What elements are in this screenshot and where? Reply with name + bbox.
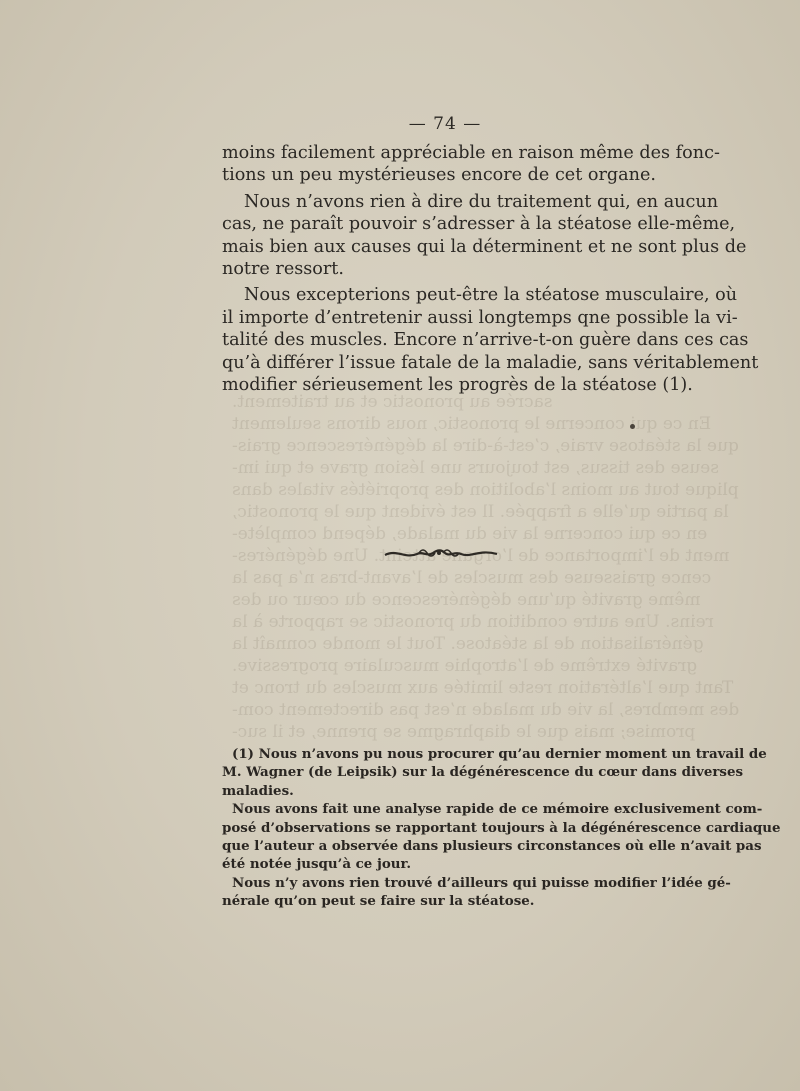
show-through-text: reins. Une autre condition du pronostic se rapporte à la bbox=[232, 612, 714, 632]
show-through-text: cence graisseuse des muscles de l’avant-bras n’a pas la bbox=[232, 568, 712, 588]
text-line: talité des muscles. Encore n’arrive-t-on guère dans ces cas bbox=[222, 330, 749, 351]
paragraph bbox=[222, 191, 747, 281]
footnote-line: été notée jusqu’à ce jour. bbox=[222, 856, 411, 873]
footnote bbox=[222, 745, 767, 800]
show-through-text: généralisation de la stéatose. Tout le monde connaît la bbox=[232, 634, 704, 654]
show-through-text: promise; mais que le diaphragme se prenne, et il suc- bbox=[232, 722, 696, 742]
footnote-line: nérale qu’on peut se faire sur la stéatose. bbox=[222, 893, 535, 910]
text-line: tions un peu mystérieuses encore de cet organe. bbox=[222, 165, 656, 186]
text-line: il importe d’entretenir aussi longtemps qne possible la vi- bbox=[222, 307, 738, 328]
text-line: mais bien aux causes qui la déterminent et ne sont plus de bbox=[222, 236, 747, 257]
paragraph bbox=[222, 142, 720, 187]
footnote-line: (1) Nous n’avons pu nous procurer qu’au dernier moment un travail de bbox=[232, 746, 767, 762]
text-line: notre ressort. bbox=[222, 259, 344, 280]
footnote-line: Nous n’y avons rien trouvé d’ailleurs qui puisse modifier l’idée gé- bbox=[232, 874, 731, 891]
footnote bbox=[222, 874, 731, 911]
ink-speck bbox=[630, 424, 635, 429]
footnote-line: que l’auteur a observée dans plusieurs circonstances où elle n’avait pas bbox=[222, 838, 762, 855]
footnote-line: maladies. bbox=[222, 782, 294, 799]
text-line: Nous n’avons rien à dire du traitement qui, en aucun bbox=[244, 191, 719, 212]
page-number: — 74 — bbox=[408, 114, 482, 134]
footnote-line: M. Wagner (de Leipsik) sur la dégénérescence du cœur dans diverses bbox=[222, 764, 743, 781]
show-through-text: gravité extrême de l’atrophie musculaire progressive. bbox=[232, 656, 698, 676]
show-through-text: sacrée au pronostic et au traitement. bbox=[232, 392, 553, 412]
text-line: cas, ne paraît pouvoir s’adresser à la stéatose elle-même, bbox=[222, 214, 736, 235]
footnote-line: posé d’observations se rapportant toujours à la dégénérescence cardiaque bbox=[222, 819, 781, 836]
text-line: Nous excepterions peut-être la stéatose musculaire, où bbox=[244, 285, 738, 306]
footnotes bbox=[222, 745, 781, 911]
show-through-text: que la stéatose vraie, c’est-à-dire la dégénérescence grais- bbox=[232, 436, 739, 456]
paragraph bbox=[222, 284, 759, 396]
body-text bbox=[222, 142, 759, 396]
text-line: qu’à différer l’issue fatale de la maladie, sans véritablement bbox=[222, 352, 759, 373]
footnote-line: Nous avons fait une analyse rapide de ce mémoire exclusivement com- bbox=[232, 801, 763, 818]
show-through-text: en ce qui concerne la vie du malade, dépend complète- bbox=[232, 524, 708, 544]
show-through-text: la partie qu’elle a frappée. Il est évident que le pronostic, bbox=[232, 502, 729, 522]
text-line: moins facilement appréciable en raison même des fonc- bbox=[222, 143, 720, 163]
show-through-text: Tant que l’altération reste limitée aux muscles du tronc et bbox=[232, 678, 734, 698]
show-through-text: seuse des tissus, est toujours une lésion grave et qui im- bbox=[232, 458, 720, 478]
text-line: modifier sérieusement les progrès de la stéatose (1). bbox=[222, 375, 693, 396]
footnote bbox=[222, 800, 781, 874]
decorative-ornament-icon bbox=[383, 545, 499, 561]
show-through-text: plique tout au moins l’abolition des propriétés vitales dans bbox=[232, 480, 739, 500]
show-through-text: même gravité qu’une dégénérescence du cœur ou des bbox=[232, 590, 701, 610]
show-through-text: En ce qui concerne le pronostic, nous dirons seulement bbox=[232, 414, 712, 434]
show-through-text: des membres, la vie du malade n’est pas directement com- bbox=[232, 700, 740, 720]
show-through-text: ment de l’importance de l’organe atteint. Une dégénéres- bbox=[232, 546, 730, 566]
